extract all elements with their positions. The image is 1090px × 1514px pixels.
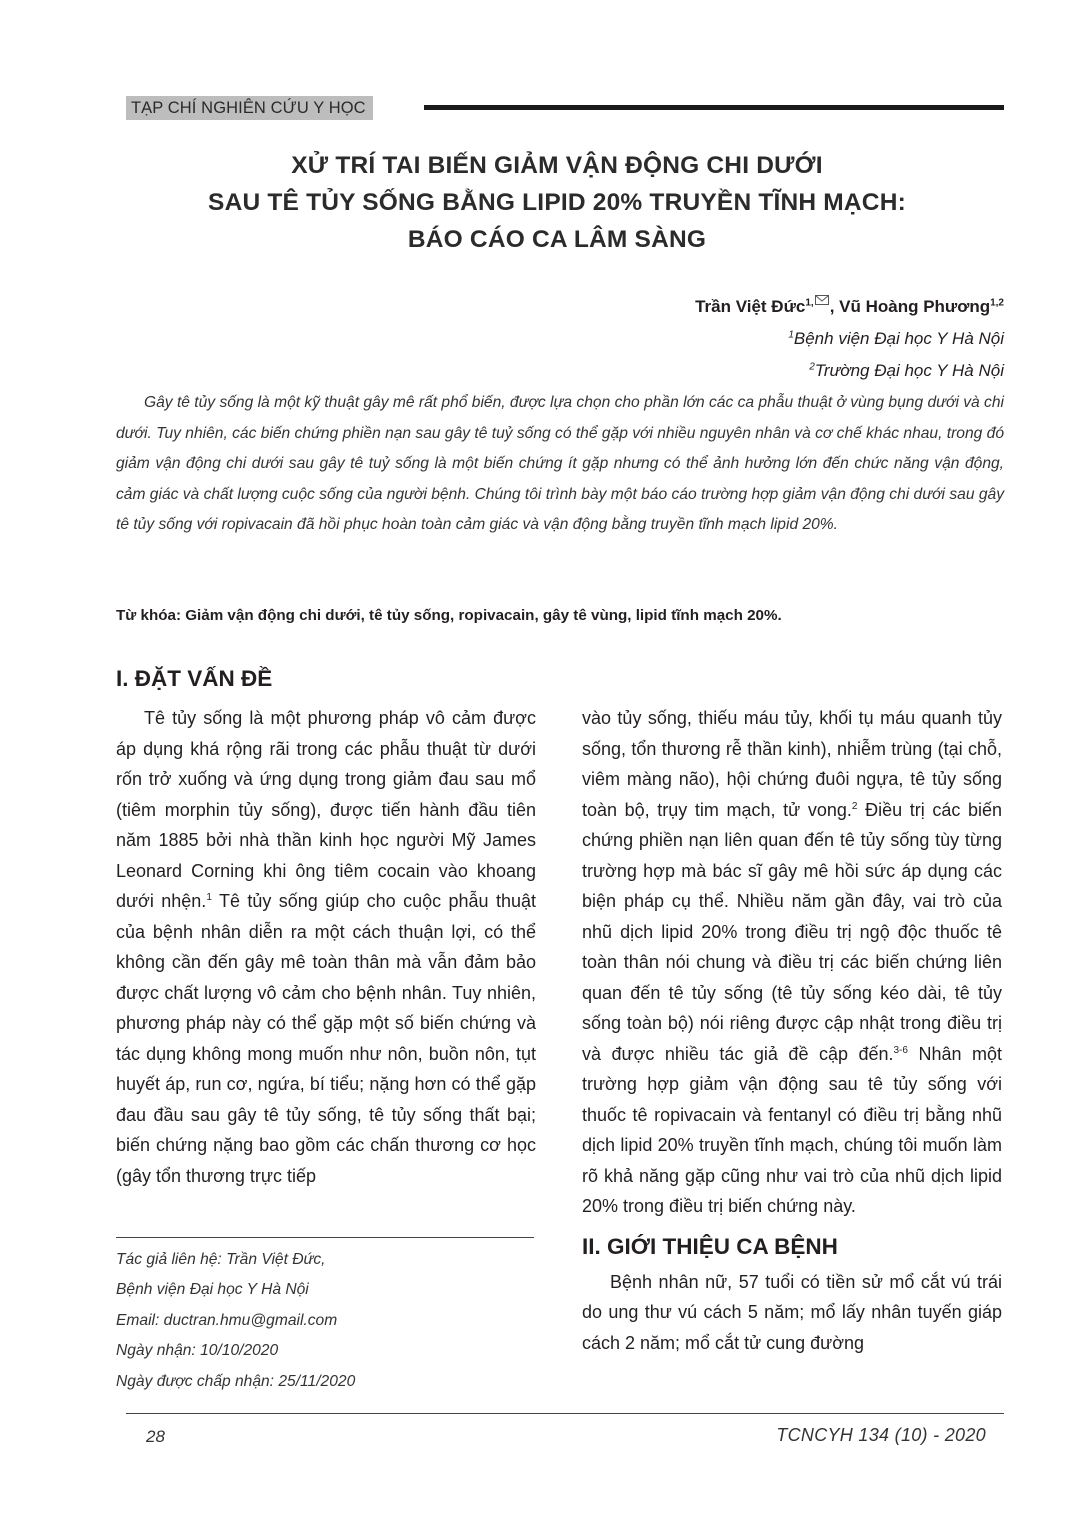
footnote-rule	[116, 1237, 534, 1238]
article-title	[110, 147, 1004, 258]
footnote-accepted-date: Ngày được chấp nhận: 25/11/2020	[116, 1372, 356, 1390]
affiliation-1: $^1$Bệnh viện Đại học Y Hà Nội	[788, 329, 1004, 348]
author-block	[695, 284, 1004, 387]
citation-ref: 2	[851, 800, 858, 812]
keywords: Từ khóa: Giảm vận động chi dưới, tê tủy sống, ropivacain, gây tê vùng, lipid tĩnh mạch 20%.	[116, 607, 782, 624]
author-2-affiliation: 1,2	[990, 297, 1004, 309]
author-1-name: Trần Việt Đức	[695, 297, 806, 316]
section-2-heading: II. GIỚI THIỆU CA BỆNH	[582, 1233, 838, 1259]
citation-ref: 1	[206, 892, 212, 903]
author-1-affiliation: 1,	[805, 297, 814, 309]
correspondence-footnote	[116, 1245, 355, 1397]
footer-rule	[126, 1413, 1004, 1414]
footnote-institution: Bệnh viện Đại học Y Hà Nội	[116, 1281, 309, 1299]
left-column	[116, 663, 536, 1191]
section-1-heading: I. ĐẶT VẤN ĐỀ	[116, 666, 273, 691]
title-line-2: SAU TÊ TỦY SỐNG BẰNG LIPID 20% TRUYỀN TĨNH MẠCH:	[208, 189, 906, 216]
footnote-corresponding-author: Tác giả liên hệ: Trần Việt Đức,	[116, 1251, 326, 1268]
right-column	[582, 703, 1002, 1358]
title-line-1: XỬ TRÍ TAI BIẾN GIẢM VẬN ĐỘNG CHI DƯỚI	[291, 152, 823, 179]
section-1-paragraph-right: vào tủy sống, thiếu máu tủy, khối tụ máu quanh tủy sống, tổn thương rễ thần kinh), nhiễm trùng (tại chỗ, viêm màng não), hội chứng đuôi ngựa, tê tủy sống toàn bộ, trụy tim mạch, tử vong.$^2$ Điều trị các biến chứng phiền nạn liên quan đến tê tủy sống tùy từng trường hợp mà bác sĩ gây mê hồi sức áp dụng các biện pháp cụ thể. Nhiều năm gần đây, vai trò của nhũ dịch lipid 20% trong điều trị ngộ độc thuốc tê toàn thân nói chung và điều trị các biến chứng liên quan đến tê tủy sống (tê tủy sống kéo dài, tê tủy sống toàn bộ) nói riêng được cập nhật trong điều trị và được nhiều tác giả đề cập đến.$^{3-6}$ Nhân một trường hợp giảm vận động sau tê tủy sống với thuốc tê ropivacain và fentanyl có điều trị bằng nhũ dịch lipid 20% truyền tĩnh mạch, chúng tôi muốn làm rõ khả năng gặp cũng như vai trò của nhũ dịch lipid 20% trong điều trị biến chứng này.	[582, 708, 1002, 1216]
journal-issue-reference: TCNCYH 134 (10) - 2020	[776, 1425, 986, 1445]
journal-header-label: TẠP CHÍ NGHIÊN CỨU Y HỌC	[126, 96, 373, 120]
citation-ref: 3-6	[893, 1044, 908, 1056]
header-rule	[424, 105, 1004, 110]
footnote-email: Email: ductran.hmu@gmail.com	[116, 1311, 338, 1329]
section-1-paragraph-left: Tê tủy sống là một phương pháp vô cảm được áp dụng khá rộng rãi trong các phẫu thuật từ dưới rốn trở xuống và ứng dụng trong giảm đau sau mổ (tiêm morphin tủy sống), được tiến hành đầu tiên năm 1885 bởi nhà thần kinh học người Mỹ James Leonard Corning khi ông tiêm cocain vào khoang dưới nhện.$^1$ Tê tủy sống giúp cho cuộc phẫu thuật của bệnh nhân diễn ra một cách thuận lợi, có thể không cần đến gây mê toàn thân mà vẫn đảm bảo được chất lượng vô cảm cho bệnh nhân. Tuy nhiên, phương pháp này có thể gặp một số biến chứng và tác dụng không mong muốn như nôn, buồn nôn, tụt huyết áp, run cơ, ngứa, bí tiểu; nặng hơn có thể gặp đau đầu sau gây tê tủy sống, tê tủy sống thất bại; biến chứng nặng bao gồm các chấn thương cơ học (gây tổn thương trực tiếp	[116, 708, 536, 1186]
section-2-paragraph: Bệnh nhân nữ, 57 tuổi có tiền sử mổ cắt vú trái do ung thư vú cách 5 năm; mổ lấy nhân tuyến giáp cách 2 năm; mổ cắt tử cung đường	[582, 1271, 1002, 1353]
author-2-name: Vũ Hoàng Phương	[839, 297, 991, 316]
envelope-icon	[815, 284, 829, 316]
affiliation-2: $^2$Trường Đại học Y Hà Nội	[809, 361, 1004, 380]
footnote-received-date: Ngày nhận: 10/10/2020	[116, 1342, 279, 1360]
page-number: 28	[146, 1427, 165, 1446]
author-names	[695, 284, 1004, 323]
abstract: Gây tê tủy sống là một kỹ thuật gây mê rất phổ biến, được lựa chọn cho phần lớn các ca phẫu thuật ở vùng bụng dưới và chi dưới. Tuy nhiên, các biến chứng phiền nạn sau gây tê tuỷ sống có thể gặp với nhiều nguyên nhân và cơ chế khác nhau, trong đó giảm vận động chi dưới sau gây tê tuỷ sống là một biến chứng ít gặp nhưng có thể ảnh hưởng lớn đến chức năng vận động, cảm giác và chất lượng cuộc sống của người bệnh. Chúng tôi trình bày một báo cáo trường hợp giảm vận động chi dưới sau gây tê tủy sống với ropivacain đã hồi phục hoàn toàn cảm giác và vận động bằng truyền tĩnh mạch lipid 20%.	[116, 394, 1004, 534]
title-line-3: BÁO CÁO CA LÂM SÀNG	[407, 226, 707, 253]
author-separator: ,	[829, 297, 840, 316]
